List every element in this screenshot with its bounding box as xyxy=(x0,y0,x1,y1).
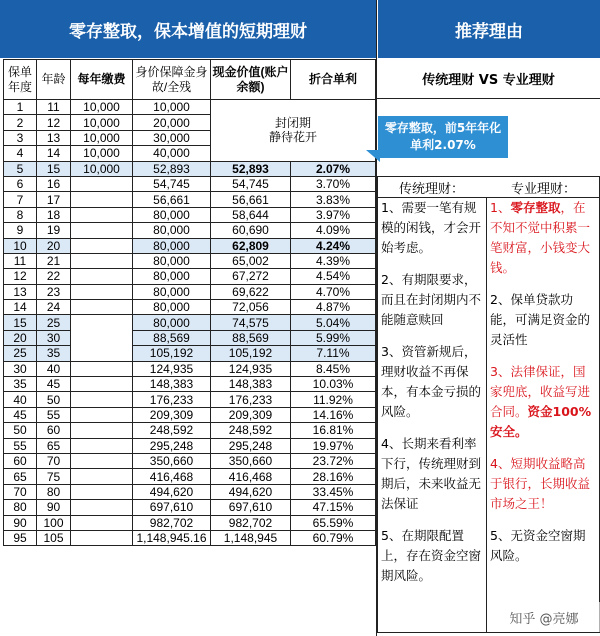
table-cell: 10,000 xyxy=(71,115,133,130)
table-cell: 494,620 xyxy=(133,484,211,499)
table-row xyxy=(4,438,376,453)
table-cell: 56,661 xyxy=(211,192,291,207)
table-cell: 54,745 xyxy=(133,176,211,191)
table-cell: 62,809 xyxy=(211,238,291,253)
table-cell: 90 xyxy=(37,500,71,515)
sealed-period-cell xyxy=(211,100,376,162)
table-cell xyxy=(71,361,133,376)
table-cell: 75 xyxy=(37,469,71,484)
table-cell: 4.70% xyxy=(291,284,376,299)
watermark: 知乎 @亮娜 xyxy=(488,602,600,632)
pro-point: 5、无资金空窗期风险。 xyxy=(490,528,586,563)
trad-point: 3、资管新规后，理财收益不再保本，有本金亏损的风险。 xyxy=(381,344,482,419)
col-header-age: 年龄 xyxy=(37,60,71,100)
table-cell: 7.11% xyxy=(291,346,376,361)
table-cell: 3.97% xyxy=(291,207,376,222)
table-row xyxy=(4,284,376,299)
table-cell: 65 xyxy=(4,469,37,484)
table-cell: 11 xyxy=(4,253,37,268)
table-cell: 20 xyxy=(4,330,37,345)
pro-point: 2、保单贷款功能，可满足资金的灵活性 xyxy=(490,292,591,347)
table-cell: 4.39% xyxy=(291,253,376,268)
table-cell: 24 xyxy=(37,300,71,315)
table-cell xyxy=(71,223,133,238)
table-cell: 124,935 xyxy=(211,361,291,376)
pro-points xyxy=(487,197,600,633)
table-cell: 54,745 xyxy=(211,176,291,191)
table-row xyxy=(4,515,376,530)
table-cell: 295,248 xyxy=(211,438,291,453)
table-cell: 4 xyxy=(4,146,37,161)
table-cell xyxy=(71,315,133,330)
right-header-title: 推荐理由 xyxy=(377,0,600,58)
table-row xyxy=(4,192,376,207)
table-cell: 23.72% xyxy=(291,453,376,468)
table-cell: 50 xyxy=(4,423,37,438)
table-cell xyxy=(71,284,133,299)
table-cell xyxy=(71,238,133,253)
table-cell: 16.81% xyxy=(291,423,376,438)
table-cell: 1 xyxy=(4,100,37,115)
table-cell: 80,000 xyxy=(133,253,211,268)
table-row xyxy=(4,377,376,392)
table-cell: 45 xyxy=(4,407,37,422)
table-cell xyxy=(71,453,133,468)
table-row xyxy=(4,530,376,545)
table-cell: 4.54% xyxy=(291,269,376,284)
table-cell: 80,000 xyxy=(133,284,211,299)
table-cell: 350,660 xyxy=(211,453,291,468)
table-cell: 95 xyxy=(4,530,37,545)
table-cell: 13 xyxy=(4,284,37,299)
table-cell: 10 xyxy=(4,238,37,253)
table-cell: 80,000 xyxy=(133,207,211,222)
table-cell: 25 xyxy=(4,346,37,361)
table-cell: 8 xyxy=(4,207,37,222)
table-cell: 176,233 xyxy=(211,392,291,407)
col-header-cash-value: 现金价值(账户余额) xyxy=(211,60,291,100)
table-cell: 8.45% xyxy=(291,361,376,376)
table-cell: 70 xyxy=(37,453,71,468)
table-cell: 982,702 xyxy=(133,515,211,530)
table-cell: 176,233 xyxy=(133,392,211,407)
pro-point: 1、零存整取，在不知不觉中积累一笔财富，小钱变大钱。 xyxy=(490,200,591,275)
table-cell xyxy=(71,530,133,545)
pro-point: 4、短期收益略高于银行，长期收益市场之王！ xyxy=(490,456,591,511)
table-cell xyxy=(71,484,133,499)
table-cell: 40,000 xyxy=(133,146,211,161)
table-cell: 416,468 xyxy=(211,469,291,484)
table-cell: 12 xyxy=(4,269,37,284)
table-cell: 88,569 xyxy=(133,330,211,345)
table-row xyxy=(4,100,376,115)
table-cell xyxy=(71,346,133,361)
table-row xyxy=(4,484,376,499)
table-cell: 14 xyxy=(4,300,37,315)
table-cell xyxy=(71,269,133,284)
table-cell: 10,000 xyxy=(71,161,133,176)
table-cell: 25 xyxy=(37,315,71,330)
table-cell: 494,620 xyxy=(211,484,291,499)
table-cell: 58,644 xyxy=(211,207,291,222)
table-cell: 17 xyxy=(37,192,71,207)
pro-point: 3、法律保证，国家兜底，收益写进合同。资金100%安全。 xyxy=(490,364,592,439)
table-cell xyxy=(71,500,133,515)
table-cell: 148,383 xyxy=(211,377,291,392)
table-cell: 20 xyxy=(37,238,71,253)
table-cell: 35 xyxy=(4,377,37,392)
table-cell: 88,569 xyxy=(211,330,291,345)
table-cell: 55 xyxy=(4,438,37,453)
table-row xyxy=(4,161,376,176)
table-cell: 148,383 xyxy=(133,377,211,392)
table-cell: 2 xyxy=(4,115,37,130)
table-cell: 35 xyxy=(37,346,71,361)
table-cell: 11 xyxy=(37,100,71,115)
table-cell xyxy=(71,407,133,422)
table-cell: 20,000 xyxy=(133,115,211,130)
table-cell: 65 xyxy=(37,438,71,453)
table-row xyxy=(4,423,376,438)
table-cell: 1,148,945 xyxy=(211,530,291,545)
table-cell: 60.79% xyxy=(291,530,376,545)
table-cell: 7 xyxy=(4,192,37,207)
table-row xyxy=(4,346,376,361)
table-cell: 30 xyxy=(37,330,71,345)
table-cell: 19.97% xyxy=(291,438,376,453)
table-cell: 80,000 xyxy=(133,315,211,330)
table-row xyxy=(4,315,376,330)
table-row xyxy=(4,223,376,238)
table-row xyxy=(4,330,376,345)
table-cell: 50 xyxy=(37,392,71,407)
table-cell: 13 xyxy=(37,130,71,145)
col-header-simple-rate: 折合单利 xyxy=(291,60,376,100)
table-cell: 105,192 xyxy=(133,346,211,361)
table-cell: 30,000 xyxy=(133,130,211,145)
table-cell: 209,309 xyxy=(211,407,291,422)
table-cell: 209,309 xyxy=(133,407,211,422)
table-cell: 30 xyxy=(4,361,37,376)
table-row xyxy=(4,453,376,468)
table-cell: 105,192 xyxy=(211,346,291,361)
table-cell: 16 xyxy=(37,176,71,191)
table-row xyxy=(4,500,376,515)
table-cell: 28.16% xyxy=(291,469,376,484)
table-cell: 4.87% xyxy=(291,300,376,315)
trad-column-heading: 传统理财： xyxy=(398,181,464,197)
table-cell xyxy=(71,330,133,345)
table-cell: 80 xyxy=(4,500,37,515)
table-cell: 124,935 xyxy=(133,361,211,376)
table-cell xyxy=(71,192,133,207)
callout-arrow-icon xyxy=(366,150,380,162)
table-cell: 56,661 xyxy=(133,192,211,207)
table-cell: 74,575 xyxy=(211,315,291,330)
table-cell: 80,000 xyxy=(133,269,211,284)
table-cell: 80,000 xyxy=(133,238,211,253)
table-cell: 697,610 xyxy=(133,500,211,515)
table-row xyxy=(4,469,376,484)
table-cell xyxy=(71,515,133,530)
table-cell: 80 xyxy=(37,484,71,499)
table-cell: 10,000 xyxy=(71,130,133,145)
table-cell: 18 xyxy=(37,207,71,222)
table-cell: 67,272 xyxy=(211,269,291,284)
table-row xyxy=(4,361,376,376)
table-cell: 80,000 xyxy=(133,300,211,315)
trad-point: 2、有期限要求，而且在封闭期内不能随意赎回 xyxy=(381,272,482,327)
table-cell: 4.24% xyxy=(291,238,376,253)
sealed-label: 封闭期 xyxy=(274,116,311,131)
table-row xyxy=(4,269,376,284)
table-cell: 60 xyxy=(4,453,37,468)
table-row xyxy=(4,238,376,253)
table-cell: 248,592 xyxy=(211,423,291,438)
table-cell: 69,622 xyxy=(211,284,291,299)
table-cell: 350,660 xyxy=(133,453,211,468)
table-header-row xyxy=(4,60,376,100)
sealed-sublabel: 静待花开 xyxy=(268,130,317,145)
trad-point: 4、长期来看利率下行，传统理财到期后，未来收益无法保证 xyxy=(381,436,482,511)
table-cell xyxy=(71,392,133,407)
table-cell: 23 xyxy=(37,284,71,299)
table-row xyxy=(4,253,376,268)
left-header-title: 零存整取，保本增值的短期理财 xyxy=(0,0,376,58)
vs-title: 传统理财 VS 专业理财 xyxy=(377,59,600,99)
table-cell: 52,893 xyxy=(133,161,211,176)
table-cell: 65.59% xyxy=(291,515,376,530)
table-cell: 9 xyxy=(4,223,37,238)
table-cell: 70 xyxy=(4,484,37,499)
table-cell: 1,148,945.16 xyxy=(133,530,211,545)
table-cell xyxy=(71,438,133,453)
table-cell: 33.45% xyxy=(291,484,376,499)
trad-point: 5、在期限配置上，存在资金空窗期风险。 xyxy=(381,528,482,583)
table-cell: 40 xyxy=(37,361,71,376)
trad-point: 1、需要一笔有规模的闲钱，才会开始考虑。 xyxy=(381,200,482,255)
table-cell: 47.15% xyxy=(291,500,376,515)
table-cell: 100 xyxy=(37,515,71,530)
table-cell xyxy=(71,300,133,315)
table-cell: 5.99% xyxy=(291,330,376,345)
trad-points xyxy=(377,197,487,633)
table-cell: 52,893 xyxy=(211,161,291,176)
table-cell xyxy=(71,377,133,392)
table-cell: 416,468 xyxy=(133,469,211,484)
table-cell: 12 xyxy=(37,115,71,130)
table-cell: 72,056 xyxy=(211,300,291,315)
table-cell: 248,592 xyxy=(133,423,211,438)
table-cell: 295,248 xyxy=(133,438,211,453)
table-cell: 45 xyxy=(37,377,71,392)
table-cell: 4.09% xyxy=(291,223,376,238)
table-cell xyxy=(71,253,133,268)
policy-value-table xyxy=(3,59,376,546)
table-cell: 60 xyxy=(37,423,71,438)
table-cell: 65,002 xyxy=(211,253,291,268)
table-cell xyxy=(71,423,133,438)
table-row xyxy=(4,176,376,191)
table-cell: 19 xyxy=(37,223,71,238)
table-cell: 5 xyxy=(4,161,37,176)
table-cell: 14 xyxy=(37,146,71,161)
table-row xyxy=(4,207,376,222)
table-cell: 60,690 xyxy=(211,223,291,238)
table-cell: 21 xyxy=(37,253,71,268)
table-cell: 6 xyxy=(4,176,37,191)
table-cell: 15 xyxy=(4,315,37,330)
table-cell: 3.70% xyxy=(291,176,376,191)
table-cell: 15 xyxy=(37,161,71,176)
table-cell: 14.16% xyxy=(291,407,376,422)
table-cell: 22 xyxy=(37,269,71,284)
table-cell: 105 xyxy=(37,530,71,545)
table-cell: 80,000 xyxy=(133,223,211,238)
table-cell: 11.92% xyxy=(291,392,376,407)
col-header-year: 保单年度 xyxy=(4,60,37,100)
table-cell: 3 xyxy=(4,130,37,145)
table-row xyxy=(4,407,376,422)
table-cell xyxy=(71,207,133,222)
table-cell: 5.04% xyxy=(291,315,376,330)
table-cell: 697,610 xyxy=(211,500,291,515)
table-cell: 10,000 xyxy=(71,100,133,115)
table-row xyxy=(4,300,376,315)
table-row xyxy=(4,392,376,407)
table-cell: 40 xyxy=(4,392,37,407)
table-cell: 55 xyxy=(37,407,71,422)
table-cell: 90 xyxy=(4,515,37,530)
table-cell: 3.83% xyxy=(291,192,376,207)
table-cell: 10,000 xyxy=(71,146,133,161)
col-header-premium: 每年缴费 xyxy=(71,60,133,100)
table-cell xyxy=(71,176,133,191)
table-cell: 10,000 xyxy=(133,100,211,115)
col-header-death-benefit: 身价保障金身故/全残 xyxy=(133,60,211,100)
table-cell: 10.03% xyxy=(291,377,376,392)
table-cell: 982,702 xyxy=(211,515,291,530)
table-cell: 2.07% xyxy=(291,161,376,176)
callout-badge: 零存整取，前5年年化单利2.07% xyxy=(378,116,508,158)
table-cell xyxy=(71,469,133,484)
pro-column-heading: 专业理财： xyxy=(510,181,576,197)
